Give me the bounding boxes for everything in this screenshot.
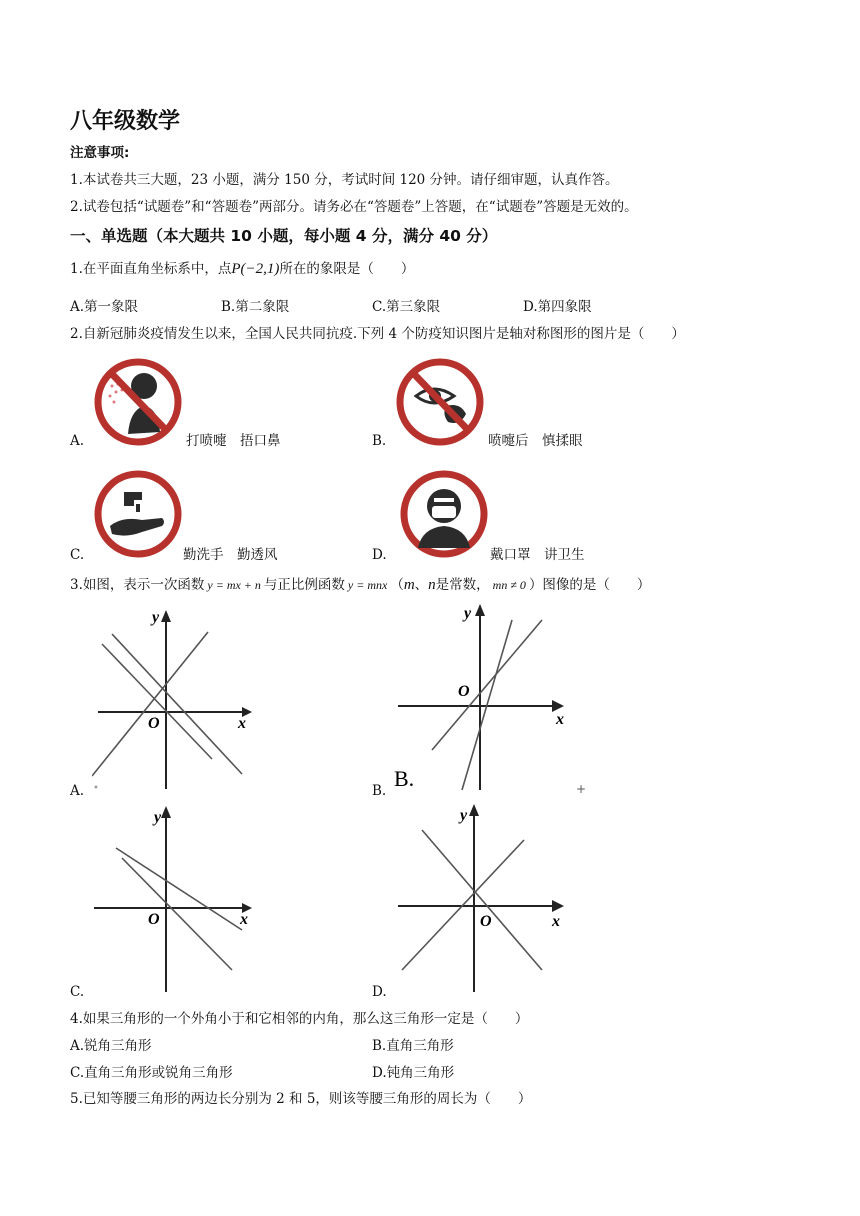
q2-option-a-caption: 打喷嚏 捂口鼻 (186, 433, 281, 449)
graph-b-letter: B. (394, 766, 415, 791)
q3-stem-1: 3.如图，表示一次函数 (70, 577, 205, 593)
q4-option-c: C.直角三角形或锐角三角形 (70, 1065, 233, 1081)
question-1-stem (70, 260, 414, 278)
graph-a-y-label: y (152, 609, 160, 626)
q2-option-d-letter: D. (372, 547, 387, 563)
graph-c (92, 800, 272, 996)
q1-option-a: A.第一象限 (70, 299, 139, 315)
sneeze-cover-icon (92, 356, 184, 448)
q3-condition: mn ≠ 0 (492, 578, 526, 592)
q1-point-formula: P(−2,1) (231, 261, 280, 277)
graph-c-y-label: y (154, 809, 162, 826)
graph-c-x-label: x (240, 911, 248, 928)
q3-formula-linear: y = mx + n (207, 578, 261, 592)
graph-b-x-label: x (556, 711, 564, 728)
q3-option-d-letter: D. (372, 984, 387, 1000)
graph-d-y-label: y (460, 807, 468, 824)
q3-stem-3: （ (390, 577, 404, 593)
graph-d-x-label: x (552, 913, 560, 930)
graph-a-x-label: x (238, 715, 246, 732)
graph-d-origin-label: O (480, 913, 492, 930)
q3-formula-proportional: y = mnx (347, 578, 388, 592)
q4-option-a: A.锐角三角形 (70, 1038, 152, 1054)
face-mask-icon (398, 468, 490, 560)
page-title: 八年级数学 (70, 109, 181, 134)
q3-stem-4: 、 (414, 577, 429, 593)
stray-plus-mark: + (576, 782, 587, 796)
q4-option-d: D.钝角三角形 (372, 1065, 455, 1081)
notes-heading: 注意事项: (70, 145, 130, 161)
q2-option-c-letter: C. (70, 547, 85, 563)
q2-option-d-caption: 戴口罩 讲卫生 (490, 547, 585, 563)
q3-stem-6: ）图像的是（ ） (528, 577, 651, 593)
section-heading: 一、单选题（本大题共 10 小题，每小题 4 分，满分 40 分） (70, 227, 498, 245)
graph-b-y-label: y (464, 605, 472, 622)
q3-var-m: m (403, 577, 415, 593)
q3-option-b-letter: B. (372, 783, 387, 799)
graph-a (92, 604, 272, 794)
q1-option-d: D.第四象限 (523, 299, 592, 315)
question-3-stem (70, 576, 650, 594)
no-eye-rubbing-icon (394, 356, 486, 448)
hand-washing-icon (92, 468, 184, 560)
stray-dot: • (93, 783, 99, 794)
q2-option-b-letter: B. (372, 433, 387, 449)
graph-b (392, 600, 582, 796)
question-2-stem: 2.自新冠肺炎疫情发生以来，全国人民共同抗疫.下列 4 个防疫知识图片是轴对称图形的图片是（ ） (70, 326, 685, 342)
q3-var-n: n (428, 577, 436, 593)
q4-option-b: B.直角三角形 (372, 1038, 454, 1054)
q3-option-c-letter: C. (70, 984, 85, 1000)
note-item-2: 2.试卷包括“试题卷”和“答题卷”两部分。请务必在“答题卷”上答题，在“试题卷”答题是无效的。 (70, 199, 638, 215)
q1-option-c: C.第三象限 (372, 299, 441, 315)
q2-option-c-caption: 勤洗手 勤透风 (183, 547, 278, 563)
graph-c-origin-label: O (148, 911, 160, 928)
q1-option-b: B.第二象限 (221, 299, 290, 315)
q2-option-b-caption: 喷嚏后 慎揉眼 (488, 433, 583, 449)
q3-stem-2: 与正比例函数 (263, 577, 345, 593)
graph-a-origin-label: O (148, 715, 160, 732)
graph-d (392, 800, 582, 996)
q1-stem-before: 1.在平面直角坐标系中，点 (70, 261, 232, 277)
q3-stem-5: 是常数， (435, 577, 490, 593)
question-5-stem: 5.已知等腰三角形的两边长分别为 2 和 5，则该等腰三角形的周长为（ ） (70, 1091, 532, 1107)
question-4-stem: 4.如果三角形的一个外角小于和它相邻的内角，那么这三角形一定是（ ） (70, 1011, 529, 1027)
q1-stem-after: 所在的象限是（ ） (279, 261, 415, 277)
q3-option-a-letter: A. (70, 783, 85, 799)
q2-option-a-letter: A. (70, 433, 85, 449)
graph-b-origin-label: O (458, 683, 470, 700)
note-item-1: 1.本试卷共三大题，23 小题，满分 150 分，考试时间 120 分钟。请仔细审题，认真作答。 (70, 172, 619, 188)
